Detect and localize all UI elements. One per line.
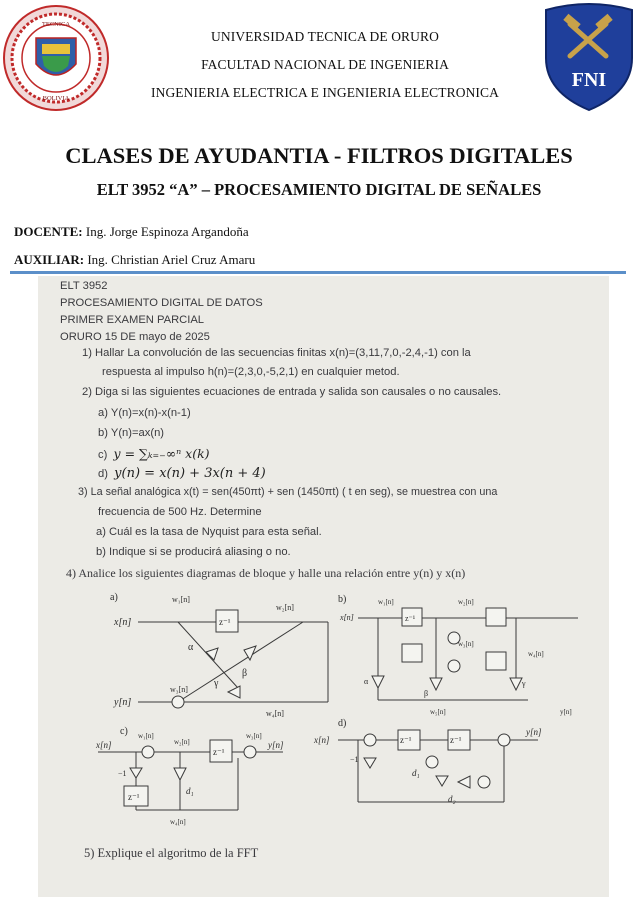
exam-photo bbox=[38, 276, 609, 897]
diagram-a-delay: z⁻¹ bbox=[219, 617, 231, 627]
diagram-b-w3: w₃[n] bbox=[458, 640, 474, 648]
question-1-line1: 1) Hallar La convolución de las secuencias finitas x(n)=(3,11,7,0,-2,4,-1) con la bbox=[82, 347, 471, 359]
exam-name: PROCESAMIENTO DIGITAL DE DATOS bbox=[60, 297, 263, 309]
diagram-a-beta: β bbox=[242, 668, 248, 679]
diagram-b-delay: z⁻¹ bbox=[405, 614, 416, 623]
diagram-c-minus-one: −1 bbox=[118, 769, 127, 778]
question-2-d bbox=[98, 466, 266, 481]
diagram-a-label: a) bbox=[110, 592, 118, 603]
diagram-c-w2: w₂[n] bbox=[174, 738, 190, 746]
question-2-d-label: d) bbox=[98, 468, 108, 480]
question-2-c bbox=[98, 446, 210, 461]
diagram-c-output: y[n] bbox=[268, 740, 284, 750]
diagram-b bbox=[358, 608, 578, 700]
diagram-c-input: x[n] bbox=[96, 740, 112, 750]
docente-line bbox=[14, 224, 249, 240]
diagram-d-input: x[n] bbox=[314, 735, 330, 745]
diagram-b-beta: β bbox=[424, 689, 429, 698]
diagram-d-d2: d₂ bbox=[448, 794, 456, 804]
question-2-a: a) Y(n)=x(n)-x(n-1) bbox=[98, 407, 191, 419]
page-title: CLASES DE AYUDANTIA - FILTROS DIGITALES bbox=[65, 143, 573, 168]
docente-label: DOCENTE: bbox=[14, 224, 83, 239]
diagram-d-label: d) bbox=[338, 718, 347, 729]
question-2: 2) Diga si las siguientes ecuaciones de entrada y salida son causales o no causales. bbox=[82, 386, 502, 398]
diagram-c-delay-lower: z⁻¹ bbox=[128, 792, 140, 802]
diagram-c-w1: w₁[n] bbox=[138, 732, 154, 740]
diagram-c-d1: d₁ bbox=[186, 786, 194, 796]
svg-text:TECNICA: TECNICA bbox=[41, 21, 71, 28]
svg-text:FNI: FNI bbox=[571, 69, 607, 91]
auxiliar-label: AUXILIAR: bbox=[14, 252, 85, 267]
question-3-line1: 3) La señal analógica x(t) = sen(450πt) + sen (1450πt) ( t en seg), se muestrea con una bbox=[78, 486, 498, 498]
diagram-d-minus-one: −1 bbox=[350, 755, 359, 764]
auxiliar-line bbox=[14, 252, 255, 268]
question-1-line2: respuesta al impulso h(n)=(2,3,0,-5,2,1) en cualquier metod. bbox=[102, 366, 400, 378]
diagram-a-w2: w₂[n] bbox=[276, 603, 294, 612]
question-2-b: b) Y(n)=ax(n) bbox=[98, 427, 165, 439]
diagram-a-output: y[n] bbox=[114, 697, 132, 708]
exam-type: PRIMER EXAMEN PARCIAL bbox=[60, 314, 205, 326]
diagram-b-label: b) bbox=[338, 594, 347, 605]
question-3-b: b) Indique si se producirá aliasing o no. bbox=[96, 546, 291, 558]
docente-value: Ing. Jorge Espinoza Argandoña bbox=[85, 224, 249, 239]
diagram-a bbox=[138, 610, 328, 708]
diagram-c-label: c) bbox=[120, 726, 128, 737]
diagram-d-delay-1: z⁻¹ bbox=[400, 735, 412, 745]
diagram-d-d1: d₁ bbox=[412, 768, 420, 778]
university-seal-logo bbox=[2, 4, 110, 112]
diagram-b-w4: w₄[n] bbox=[528, 650, 544, 658]
question-2-d-equation: y(n) = x(n) + 3x(n + 4) bbox=[114, 466, 266, 481]
question-3-a: a) Cuál es la tasa de Nyquist para esta señal. bbox=[96, 526, 322, 538]
diagram-d-output: y[n] bbox=[526, 727, 542, 737]
question-5: 5) Explique el algoritmo de la FFT bbox=[84, 846, 259, 860]
diagram-b-w1: w₁[n] bbox=[378, 598, 394, 606]
department-name: INGENIERIA ELECTRICA E INGENIERIA ELECTRONICA bbox=[151, 85, 499, 100]
diagram-c-w4: w₄[n] bbox=[170, 818, 186, 826]
diagram-a-w1: w₁[n] bbox=[172, 595, 190, 604]
question-4: 4) Analice los siguientes diagramas de bloque y halle una relación entre y(n) y x(n) bbox=[66, 566, 466, 580]
exam-course: ELT 3952 bbox=[60, 280, 108, 292]
diagram-b-w5: w₅[n] bbox=[430, 708, 446, 716]
exam-date: ORURO 15 DE mayo de 2025 bbox=[60, 331, 210, 343]
question-3-line2: frecuencia de 500 Hz. Determine bbox=[98, 506, 262, 518]
page-subtitle: ELT 3952 “A” – PROCESAMIENTO DIGITAL DE SEÑALES bbox=[96, 180, 542, 199]
diagram-b-input: x[n] bbox=[340, 613, 354, 622]
diagram-a-input: x[n] bbox=[114, 617, 132, 628]
diagram-a-alpha: α bbox=[188, 642, 194, 653]
header-divider bbox=[10, 271, 626, 274]
diagram-a-w4: w₄[n] bbox=[266, 709, 284, 718]
diagram-d bbox=[338, 730, 538, 802]
faculty-name: FACULTAD NACIONAL DE INGENIERIA bbox=[201, 57, 449, 72]
diagram-b-w2: w₂[n] bbox=[458, 598, 474, 606]
fni-shield-logo bbox=[540, 0, 638, 112]
diagram-b-alpha: α bbox=[364, 677, 369, 686]
diagram-a-w3: w₃[n] bbox=[170, 685, 188, 694]
diagram-d-delay-2: z⁻¹ bbox=[450, 735, 462, 745]
university-name: UNIVERSIDAD TECNICA DE ORURO bbox=[211, 29, 439, 44]
question-2-c-label: c) bbox=[98, 449, 108, 461]
diagram-b-output: y[n] bbox=[560, 708, 572, 716]
svg-text:BOLIVIA: BOLIVIA bbox=[42, 95, 70, 102]
diagram-b-gamma: γ bbox=[522, 679, 526, 688]
diagram-c-delay: z⁻¹ bbox=[213, 747, 225, 757]
question-2-c-equation: y = ∑ₖ₌₋∞ⁿ x(k) bbox=[113, 446, 210, 461]
diagram-a-gamma: γ bbox=[214, 678, 219, 689]
auxiliar-value: Ing. Christian Ariel Cruz Amaru bbox=[87, 252, 256, 267]
block-diagrams bbox=[38, 580, 609, 830]
diagram-c-w3: w₃[n] bbox=[246, 732, 262, 740]
